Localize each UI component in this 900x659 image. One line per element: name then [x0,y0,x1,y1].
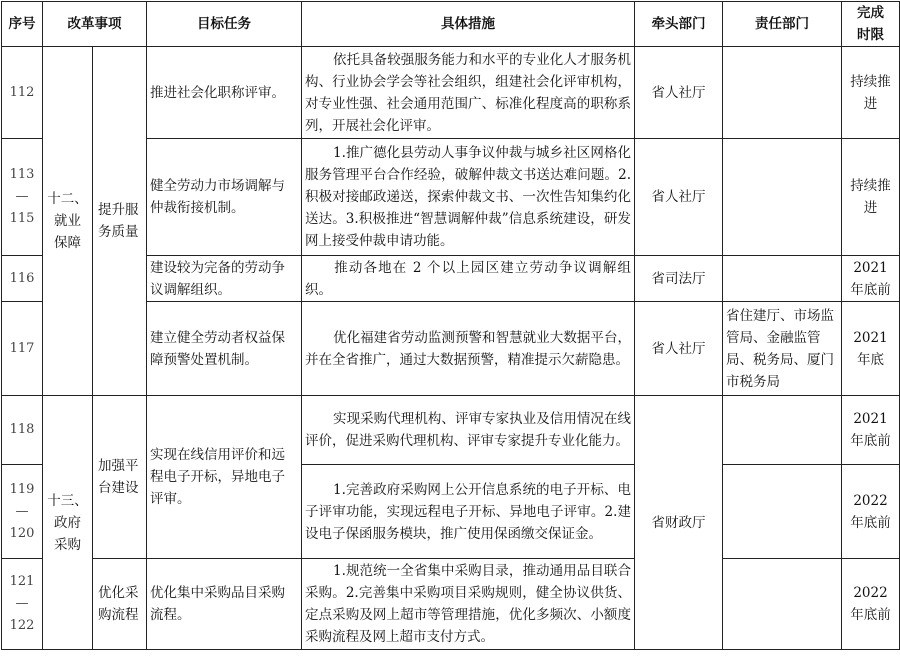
lead-dept-cell: 省人社厅 [635,302,723,396]
header-lead: 牵头部门 [635,2,723,47]
header-measure: 具体措施 [302,2,635,47]
header-row [2,2,900,47]
category-procurement: 十三、 政府 采购 [43,396,93,650]
table-row [2,559,900,650]
resp-dept-cell [723,396,842,465]
row-number: 117 [2,302,43,396]
table-row [2,396,900,465]
resp-dept-cell [723,256,842,302]
deadline-cell: 2021 年底前 [842,256,900,302]
deadline-cell: 持续推进 [842,47,900,139]
row-number: 112 [2,47,43,139]
measure-cell: 优化福建省劳动监测预警和智慧就业大数据平台，并在全省推广，通过大数据预警，精准提示欠薪隐患。 [302,302,635,396]
row-number: 121 — 122 [2,559,43,650]
subcategory-platform: 加强平台建设 [93,396,147,559]
lead-dept-cell: 省人社厅 [635,139,723,256]
header-resp: 责任部门 [723,2,842,47]
lead-dept-cell: 省财政厅 [635,396,723,650]
header-time: 完成 时限 [842,2,900,47]
row-number: 118 [2,396,43,465]
goal-cell: 优化集中采购品目采购流程。 [147,559,302,650]
row-number: 119 — 120 [2,465,43,559]
goal-cell: 建立健全劳动者权益保障预警处置机制。 [147,302,302,396]
row-number: 116 [2,256,43,302]
measure-cell: 推动各地在 2 个以上园区建立劳动争议调解组织。 [302,256,635,302]
deadline-cell: 持续推进 [842,139,900,256]
header-reform: 改革事项 [43,2,147,47]
header-goal: 目标任务 [147,2,302,47]
measure-cell: 1.完善政府采购网上公开信息系统的电子开标、电子评审功能，实现远程电子开标、异地电子评审。2.建设电子保函服务模块，推广使用保函缴交保证金。 [302,465,635,559]
subcategory-process: 优化采购流程 [93,559,147,650]
deadline-cell: 2022 年底前 [842,559,900,650]
lead-dept-cell: 省司法厅 [635,256,723,302]
subcategory-service-quality: 提升服务质量 [93,47,147,396]
goal-cell: 建设较为完备的劳动争议调解组织。 [147,256,302,302]
resp-dept-cell: 省住建厅、市场监管局、金融监管局、税务局、厦门市税务局 [723,302,842,396]
measure-cell: 1.规范统一全省集中采购目录，推动通用品目联合采购。2.完善集中采购项目采购规则，健全协议供货、定点采购及网上超市等管理措施，优化多频次、小额度采购流程及网上超市支付方式。 [302,559,635,650]
resp-dept-cell [723,465,842,559]
goal-cell: 推进社会化职称评审。 [147,47,302,139]
row-number: 113 — 115 [2,139,43,256]
deadline-cell: 2021 年底前 [842,396,900,465]
reform-task-table [1,1,900,650]
lead-dept-cell: 省人社厅 [635,47,723,139]
deadline-cell: 2021 年底 [842,302,900,396]
goal-cell: 健全劳动力市场调解与仲裁衔接机制。 [147,139,302,256]
measure-cell: 1.推广德化县劳动人事争议仲裁与城乡社区网格化服务管理平台合作经验，破解仲裁文书送达难问题。2.积极对接邮政递送，探索仲裁文书、一次性告知集约化送达。3.积极推进“智慧调解仲裁”信息系统建设，研发网上接受仲裁申请功能。 [302,139,635,256]
resp-dept-cell [723,47,842,139]
deadline-cell: 2022 年底前 [842,465,900,559]
category-employment: 十二、 就业 保障 [43,47,93,396]
resp-dept-cell [723,139,842,256]
header-num: 序号 [2,2,43,47]
measure-cell: 依托具备较强服务能力和水平的专业化人才服务机构、行业协会学会等社会组织，组建社会化评审机构，对专业性强、社会通用范围广、标准化程度高的职称系列，开展社会化评审。 [302,47,635,139]
resp-dept-cell [723,559,842,650]
measure-cell: 实现采购代理机构、评审专家执业及信用情况在线评价，促进采购代理机构、评审专家提升专业化能力。 [302,396,635,465]
table-row [2,47,900,139]
goal-cell: 实现在线信用评价和远程电子开标，异地电子评审。 [147,396,302,559]
